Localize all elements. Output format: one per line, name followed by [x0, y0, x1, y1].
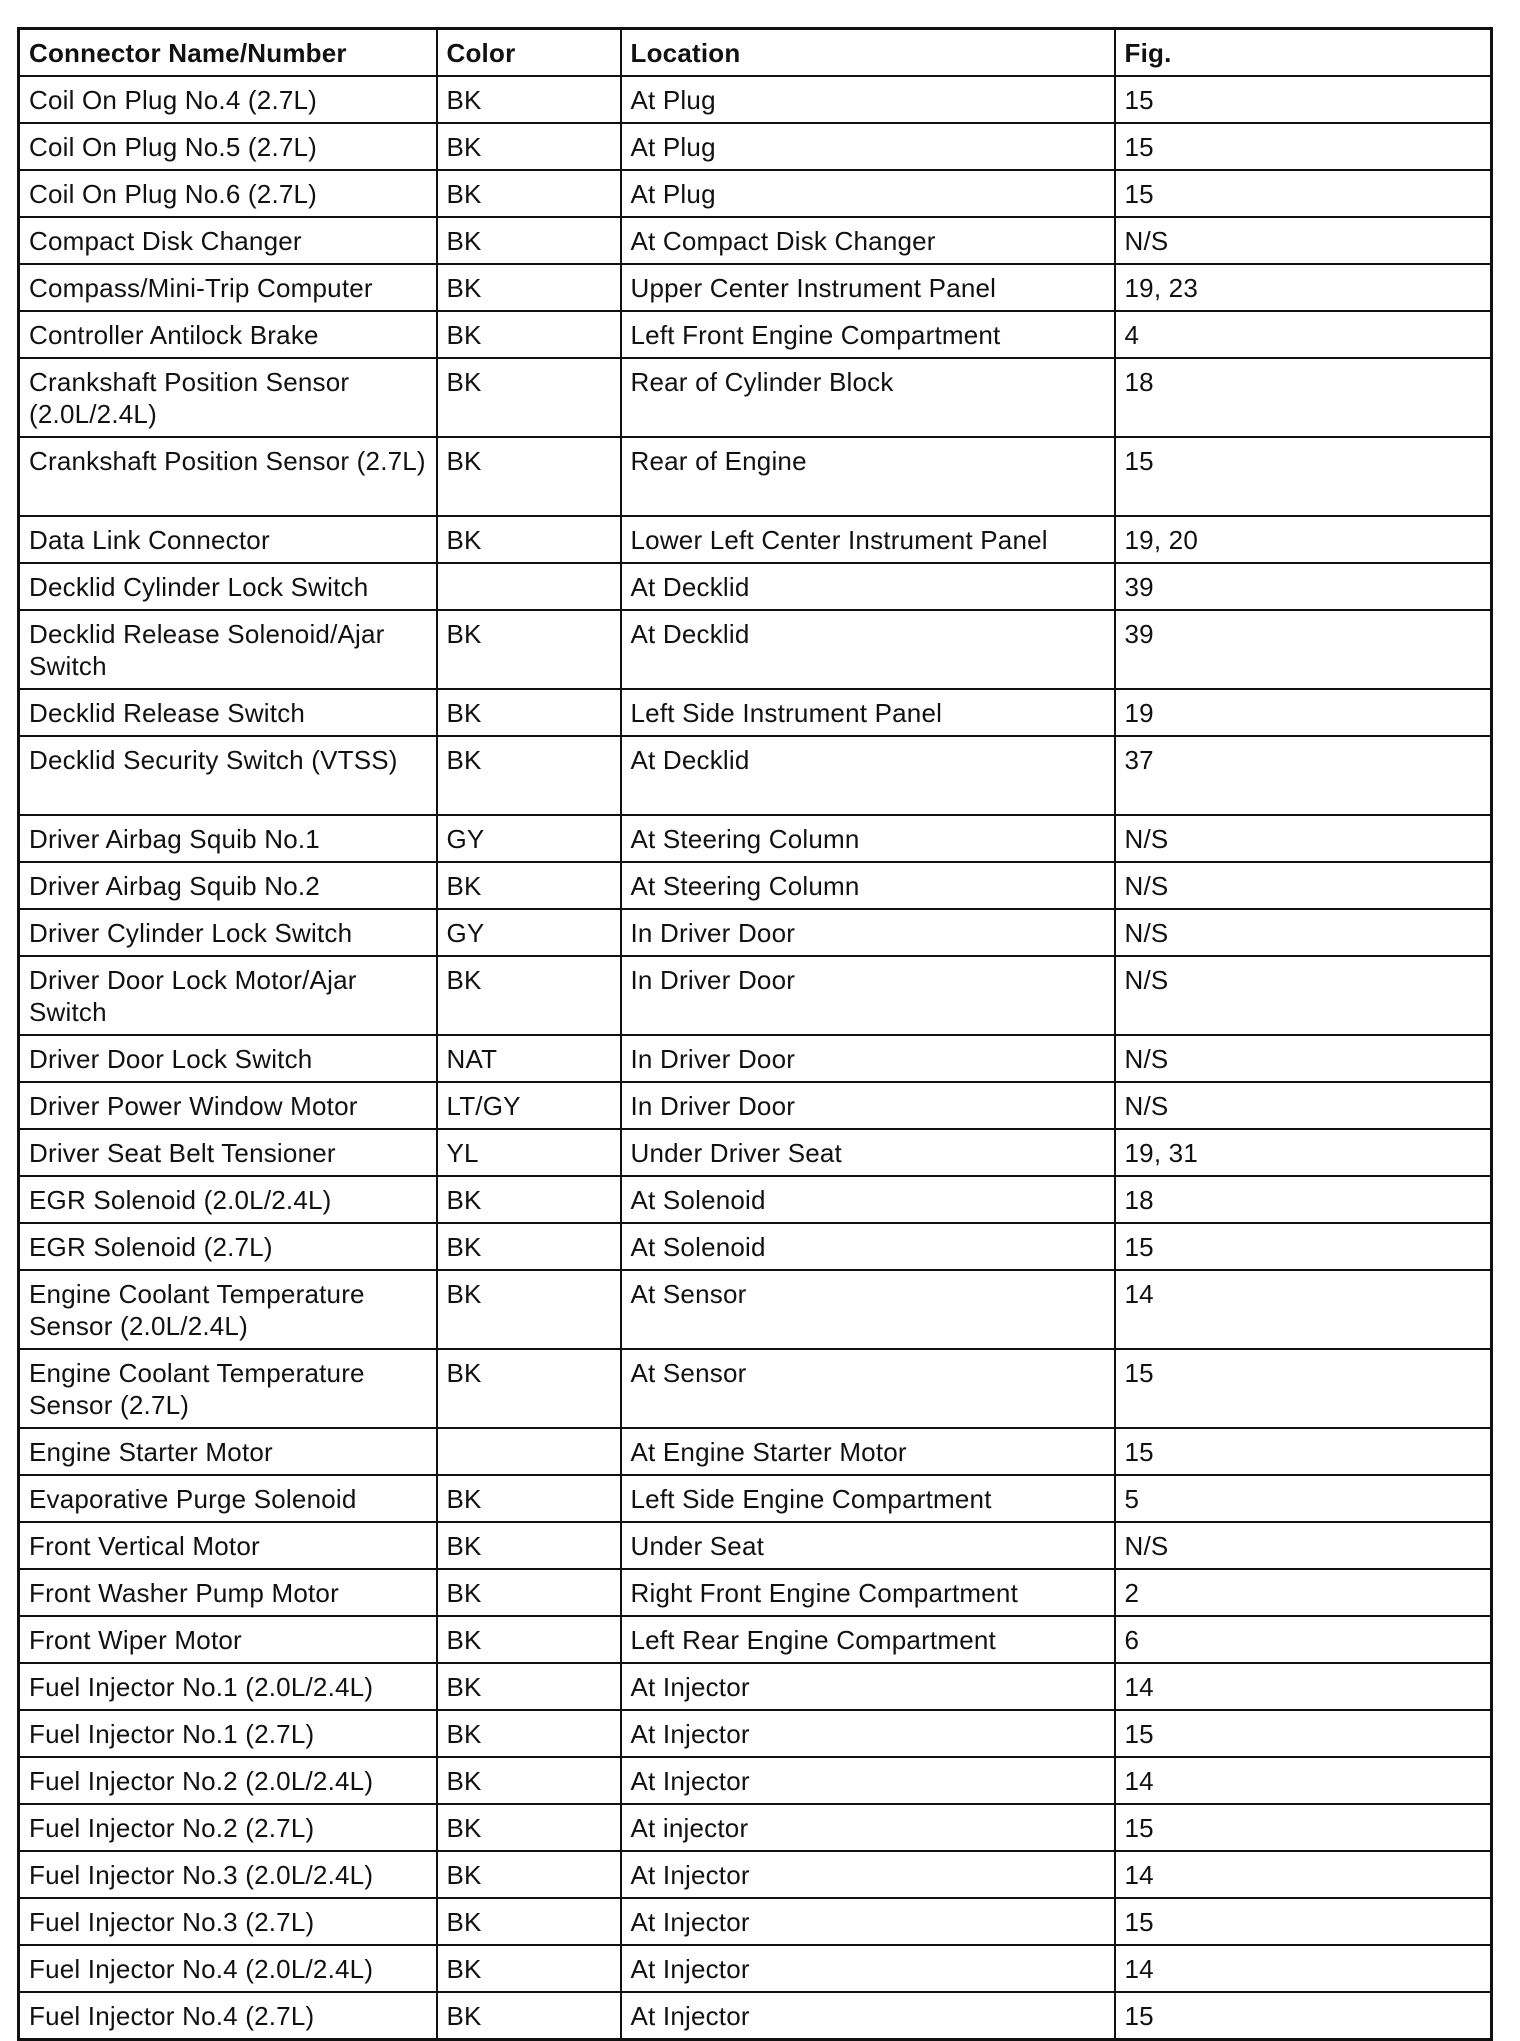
- cell-fig: 6: [1115, 1616, 1492, 1663]
- cell-location: Left Rear Engine Compartment: [621, 1616, 1115, 1663]
- cell-color: [437, 1428, 621, 1475]
- cell-fig: 19, 20: [1115, 516, 1492, 563]
- cell-connector-name: Engine Coolant Temperature Sensor (2.0L/2.4L): [19, 1270, 437, 1349]
- cell-fig: 15: [1115, 123, 1492, 170]
- cell-fig: 5: [1115, 1475, 1492, 1522]
- cell-fig: N/S: [1115, 1035, 1492, 1082]
- table-row: [19, 689, 1492, 736]
- cell-color: BK: [437, 1270, 621, 1349]
- cell-connector-name: Front Washer Pump Motor: [19, 1569, 437, 1616]
- cell-location: Left Front Engine Compartment: [621, 311, 1115, 358]
- cell-connector-name: Compass/Mini-Trip Computer: [19, 264, 437, 311]
- cell-connector-name: Driver Cylinder Lock Switch: [19, 909, 437, 956]
- cell-fig: 4: [1115, 311, 1492, 358]
- cell-connector-name: Decklid Release Solenoid/Ajar Switch: [19, 610, 437, 689]
- cell-color: BK: [437, 1223, 621, 1270]
- cell-location: In Driver Door: [621, 909, 1115, 956]
- cell-connector-name: Fuel Injector No.2 (2.0L/2.4L): [19, 1757, 437, 1804]
- cell-color: BK: [437, 610, 621, 689]
- table-row: [19, 1710, 1492, 1757]
- cell-fig: 14: [1115, 1757, 1492, 1804]
- table-row: [19, 217, 1492, 264]
- cell-fig: N/S: [1115, 815, 1492, 862]
- cell-connector-name: Fuel Injector No.4 (2.7L): [19, 1992, 437, 2040]
- cell-location: Rear of Cylinder Block: [621, 358, 1115, 437]
- cell-color: BK: [437, 516, 621, 563]
- cell-color: BK: [437, 264, 621, 311]
- table-row: [19, 76, 1492, 123]
- cell-connector-name: Front Vertical Motor: [19, 1522, 437, 1569]
- cell-connector-name: Fuel Injector No.3 (2.7L): [19, 1898, 437, 1945]
- table-row: [19, 437, 1492, 516]
- cell-color: BK: [437, 217, 621, 264]
- cell-color: BK: [437, 736, 621, 815]
- table-row: [19, 358, 1492, 437]
- cell-connector-name: EGR Solenoid (2.0L/2.4L): [19, 1176, 437, 1223]
- cell-fig: 15: [1115, 1898, 1492, 1945]
- cell-fig: 2: [1115, 1569, 1492, 1616]
- cell-color: BK: [437, 1663, 621, 1710]
- table-row: [19, 123, 1492, 170]
- cell-color: BK: [437, 1804, 621, 1851]
- table-row: [19, 1616, 1492, 1663]
- cell-color: BK: [437, 311, 621, 358]
- cell-fig: 15: [1115, 170, 1492, 217]
- cell-location: In Driver Door: [621, 1035, 1115, 1082]
- cell-location: At Engine Starter Motor: [621, 1428, 1115, 1475]
- cell-connector-name: Engine Coolant Temperature Sensor (2.7L): [19, 1349, 437, 1428]
- cell-location: Under Seat: [621, 1522, 1115, 1569]
- cell-location: At Injector: [621, 1945, 1115, 1992]
- cell-connector-name: EGR Solenoid (2.7L): [19, 1223, 437, 1270]
- cell-fig: N/S: [1115, 1522, 1492, 1569]
- cell-color: BK: [437, 1569, 621, 1616]
- table-row: [19, 311, 1492, 358]
- cell-color: GY: [437, 815, 621, 862]
- cell-location: At Steering Column: [621, 862, 1115, 909]
- cell-fig: 37: [1115, 736, 1492, 815]
- table-row: [19, 1569, 1492, 1616]
- table-row: [19, 1129, 1492, 1176]
- header-fig: Fig.: [1115, 29, 1492, 77]
- cell-connector-name: Fuel Injector No.2 (2.7L): [19, 1804, 437, 1851]
- cell-connector-name: Coil On Plug No.6 (2.7L): [19, 170, 437, 217]
- cell-location: At Injector: [621, 1710, 1115, 1757]
- header-connector-name: Connector Name/Number: [19, 29, 437, 77]
- cell-color: BK: [437, 1992, 621, 2040]
- table-row: [19, 909, 1492, 956]
- table-row: [19, 170, 1492, 217]
- cell-location: In Driver Door: [621, 956, 1115, 1035]
- cell-fig: 15: [1115, 1992, 1492, 2040]
- table-row: [19, 815, 1492, 862]
- cell-fig: 15: [1115, 1349, 1492, 1428]
- connector-table: [17, 27, 1493, 2041]
- cell-color: BK: [437, 956, 621, 1035]
- cell-fig: 14: [1115, 1270, 1492, 1349]
- cell-fig: 19, 23: [1115, 264, 1492, 311]
- header-location: Location: [621, 29, 1115, 77]
- cell-connector-name: Decklid Cylinder Lock Switch: [19, 563, 437, 610]
- cell-color: BK: [437, 437, 621, 516]
- cell-fig: 18: [1115, 358, 1492, 437]
- cell-fig: 19, 31: [1115, 1129, 1492, 1176]
- table-row: [19, 736, 1492, 815]
- cell-connector-name: Engine Starter Motor: [19, 1428, 437, 1475]
- table-row: [19, 563, 1492, 610]
- cell-color: BK: [437, 689, 621, 736]
- cell-location: Left Side Instrument Panel: [621, 689, 1115, 736]
- cell-location: At Decklid: [621, 610, 1115, 689]
- cell-fig: N/S: [1115, 956, 1492, 1035]
- cell-location: At injector: [621, 1804, 1115, 1851]
- cell-fig: 15: [1115, 1804, 1492, 1851]
- cell-fig: 15: [1115, 76, 1492, 123]
- table-row: [19, 1428, 1492, 1475]
- cell-connector-name: Driver Seat Belt Tensioner: [19, 1129, 437, 1176]
- cell-location: In Driver Door: [621, 1082, 1115, 1129]
- table-row: [19, 1945, 1492, 1992]
- cell-fig: 14: [1115, 1945, 1492, 1992]
- cell-connector-name: Evaporative Purge Solenoid: [19, 1475, 437, 1522]
- cell-fig: N/S: [1115, 1082, 1492, 1129]
- cell-fig: 39: [1115, 563, 1492, 610]
- table-row: [19, 1475, 1492, 1522]
- cell-location: Left Side Engine Compartment: [621, 1475, 1115, 1522]
- cell-location: At Injector: [621, 1851, 1115, 1898]
- cell-color: GY: [437, 909, 621, 956]
- cell-connector-name: Compact Disk Changer: [19, 217, 437, 264]
- cell-location: At Plug: [621, 123, 1115, 170]
- table-row: [19, 956, 1492, 1035]
- cell-connector-name: Controller Antilock Brake: [19, 311, 437, 358]
- cell-fig: N/S: [1115, 217, 1492, 264]
- table-row: [19, 264, 1492, 311]
- cell-location: At Decklid: [621, 563, 1115, 610]
- table-row: [19, 1522, 1492, 1569]
- table-row: [19, 1757, 1492, 1804]
- cell-connector-name: Coil On Plug No.5 (2.7L): [19, 123, 437, 170]
- cell-location: At Decklid: [621, 736, 1115, 815]
- cell-color: [437, 563, 621, 610]
- cell-connector-name: Crankshaft Position Sensor (2.7L): [19, 437, 437, 516]
- cell-connector-name: Fuel Injector No.1 (2.0L/2.4L): [19, 1663, 437, 1710]
- cell-color: BK: [437, 1176, 621, 1223]
- cell-connector-name: Driver Door Lock Switch: [19, 1035, 437, 1082]
- cell-fig: 15: [1115, 1428, 1492, 1475]
- cell-location: At Compact Disk Changer: [621, 217, 1115, 264]
- cell-connector-name: Driver Airbag Squib No.2: [19, 862, 437, 909]
- cell-connector-name: Data Link Connector: [19, 516, 437, 563]
- table-row: [19, 1035, 1492, 1082]
- header-row: [19, 29, 1492, 77]
- cell-connector-name: Driver Door Lock Motor/Ajar Switch: [19, 956, 437, 1035]
- cell-color: LT/GY: [437, 1082, 621, 1129]
- cell-location: At Injector: [621, 1663, 1115, 1710]
- cell-connector-name: Coil On Plug No.4 (2.7L): [19, 76, 437, 123]
- connector-table-container: [17, 27, 1490, 2041]
- cell-fig: 15: [1115, 437, 1492, 516]
- table-header: [19, 29, 1492, 77]
- cell-location: At Plug: [621, 170, 1115, 217]
- table-row: [19, 516, 1492, 563]
- cell-fig: 14: [1115, 1851, 1492, 1898]
- cell-location: At Plug: [621, 76, 1115, 123]
- table-row: [19, 1223, 1492, 1270]
- cell-connector-name: Crankshaft Position Sensor (2.0L/2.4L): [19, 358, 437, 437]
- cell-location: At Sensor: [621, 1270, 1115, 1349]
- table-row: [19, 610, 1492, 689]
- cell-location: Lower Left Center Instrument Panel: [621, 516, 1115, 563]
- table-row: [19, 1270, 1492, 1349]
- cell-color: BK: [437, 1757, 621, 1804]
- cell-color: BK: [437, 1851, 621, 1898]
- cell-connector-name: Decklid Release Switch: [19, 689, 437, 736]
- cell-fig: N/S: [1115, 909, 1492, 956]
- table-row: [19, 1851, 1492, 1898]
- cell-location: Right Front Engine Compartment: [621, 1569, 1115, 1616]
- cell-location: At Steering Column: [621, 815, 1115, 862]
- cell-connector-name: Decklid Security Switch (VTSS): [19, 736, 437, 815]
- cell-location: Rear of Engine: [621, 437, 1115, 516]
- cell-color: BK: [437, 1616, 621, 1663]
- cell-fig: 14: [1115, 1663, 1492, 1710]
- cell-color: BK: [437, 1475, 621, 1522]
- table-row: [19, 1176, 1492, 1223]
- cell-connector-name: Fuel Injector No.1 (2.7L): [19, 1710, 437, 1757]
- cell-location: At Injector: [621, 1992, 1115, 2040]
- table-row: [19, 862, 1492, 909]
- cell-color: BK: [437, 358, 621, 437]
- cell-color: BK: [437, 1945, 621, 1992]
- cell-color: BK: [437, 862, 621, 909]
- cell-fig: N/S: [1115, 862, 1492, 909]
- cell-location: At Sensor: [621, 1349, 1115, 1428]
- cell-fig: 18: [1115, 1176, 1492, 1223]
- cell-location: At Solenoid: [621, 1223, 1115, 1270]
- cell-color: BK: [437, 76, 621, 123]
- cell-color: BK: [437, 1349, 621, 1428]
- cell-location: At Solenoid: [621, 1176, 1115, 1223]
- cell-location: Under Driver Seat: [621, 1129, 1115, 1176]
- cell-connector-name: Front Wiper Motor: [19, 1616, 437, 1663]
- cell-fig: 15: [1115, 1223, 1492, 1270]
- cell-location: At Injector: [621, 1757, 1115, 1804]
- table-row: [19, 1898, 1492, 1945]
- cell-color: YL: [437, 1129, 621, 1176]
- cell-fig: 15: [1115, 1710, 1492, 1757]
- cell-color: BK: [437, 123, 621, 170]
- table-row: [19, 1349, 1492, 1428]
- cell-color: BK: [437, 170, 621, 217]
- cell-connector-name: Driver Power Window Motor: [19, 1082, 437, 1129]
- table-row: [19, 1992, 1492, 2040]
- cell-location: At Injector: [621, 1898, 1115, 1945]
- cell-connector-name: Fuel Injector No.3 (2.0L/2.4L): [19, 1851, 437, 1898]
- cell-connector-name: Driver Airbag Squib No.1: [19, 815, 437, 862]
- cell-connector-name: Fuel Injector No.4 (2.0L/2.4L): [19, 1945, 437, 1992]
- cell-color: BK: [437, 1710, 621, 1757]
- cell-fig: 19: [1115, 689, 1492, 736]
- table-body: [19, 76, 1492, 2040]
- cell-fig: 39: [1115, 610, 1492, 689]
- table-row: [19, 1082, 1492, 1129]
- table-row: [19, 1804, 1492, 1851]
- cell-location: Upper Center Instrument Panel: [621, 264, 1115, 311]
- header-color: Color: [437, 29, 621, 77]
- table-row: [19, 1663, 1492, 1710]
- cell-color: BK: [437, 1522, 621, 1569]
- cell-color: NAT: [437, 1035, 621, 1082]
- cell-color: BK: [437, 1898, 621, 1945]
